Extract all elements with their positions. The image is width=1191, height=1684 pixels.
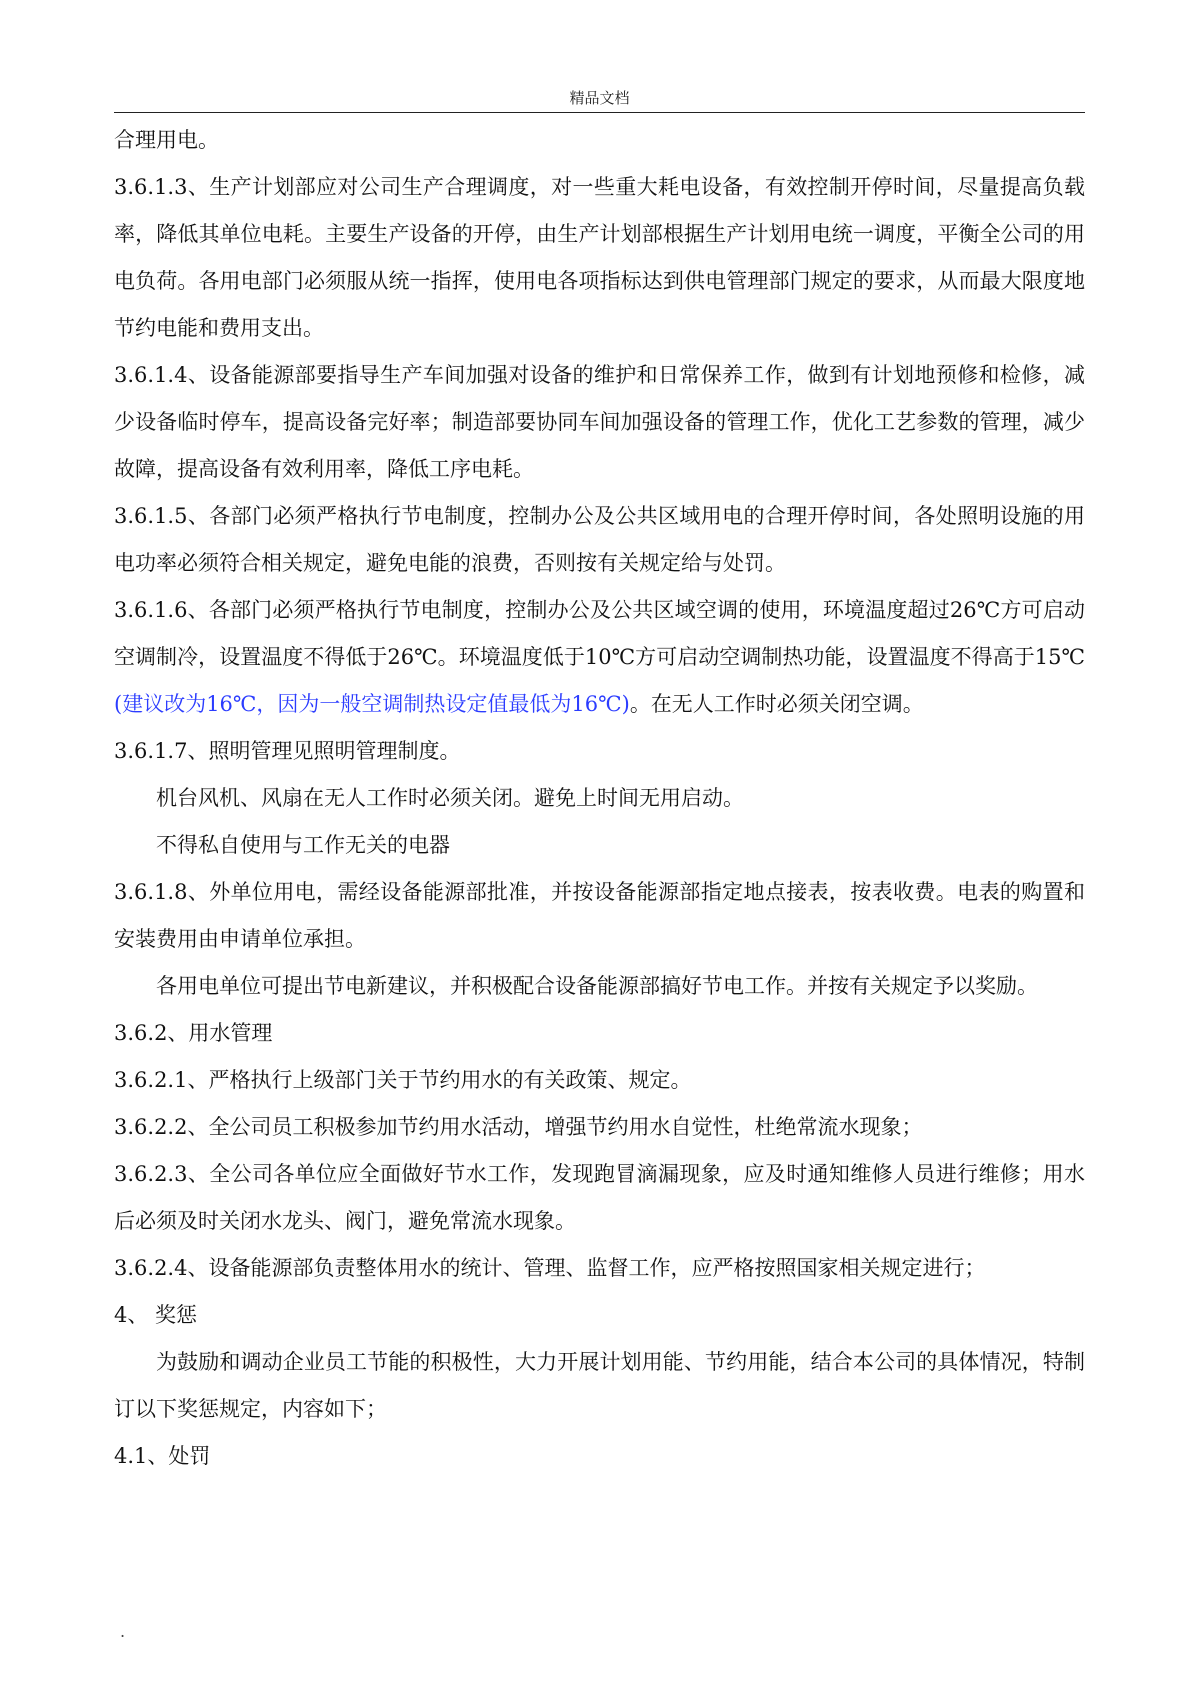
paragraph: 机台风机、风扇在无人工作时必须关闭。避免上时间无用启动。 bbox=[156, 786, 744, 810]
section-heading: 3.6.2、用水管理 bbox=[114, 1021, 273, 1045]
paragraph-text: 3.6.1.6、各部门必须严格执行节电制度，控制办公及公共区域空调的使用，环境温度超过26℃方可启动空调制冷，设置温度不得低于26℃。环境温度低于10℃方可启动空调制热功能，设置温度不得高于15℃ bbox=[114, 598, 1085, 669]
paragraph: 为鼓励和调动企业员工节能的积极性，大力开展计划用能、节约用能，结合本公司的具体情况，特制订以下奖惩规定，内容如下； bbox=[114, 1350, 1085, 1421]
paragraph: 不得私自使用与工作无关的电器 bbox=[156, 833, 450, 857]
suggestion-annotation: (建议改为16℃，因为一般空调制热设定值最低为16℃) bbox=[114, 692, 630, 716]
header-title: 精品文档 bbox=[569, 89, 630, 107]
paragraph: 3.6.1.4、设备能源部要指导生产车间加强对设备的维护和日常保养工作，做到有计划地预修和检修，减少设备临时停车，提高设备完好率；制造部要协同车间加强设备的管理工作，优化工艺参数的管理，减少故障，提高设备有效利用率，降低工序电耗。 bbox=[114, 363, 1085, 481]
paragraph: 3.6.2.1、严格执行上级部门关于节约用水的有关政策、规定。 bbox=[114, 1068, 692, 1092]
paragraph: 3.6.1.7、照明管理见照明管理制度。 bbox=[114, 739, 461, 763]
paragraph: 3.6.1.5、各部门必须严格执行节电制度，控制办公及公共区域用电的合理开停时间，各处照明设施的用电功率必须符合相关规定，避免电能的浪费，否则按有关规定给与处罚。 bbox=[114, 504, 1085, 575]
section-heading: 4.1、处罚 bbox=[114, 1444, 211, 1468]
document-body bbox=[114, 117, 1085, 1480]
paragraph: 3.6.2.4、设备能源部负责整体用水的统计、管理、监督工作，应严格按照国家相关规定进行； bbox=[114, 1256, 986, 1280]
page-header bbox=[114, 86, 1085, 113]
paragraph: 3.6.1.8、外单位用电，需经设备能源部批准，并按设备能源部指定地点接表，按表收费。电表的购置和安装费用由申请单位承担。 bbox=[114, 880, 1085, 951]
paragraph: 合理用电。 bbox=[114, 128, 219, 152]
paragraph: 3.6.2.2、全公司员工积极参加节约用水活动，增强节约用水自觉性，杜绝常流水现象； bbox=[114, 1115, 923, 1139]
paragraph-text: 。在无人工作时必须关闭空调。 bbox=[629, 692, 924, 716]
paragraph: 3.6.2.3、全公司各单位应全面做好节水工作，发现跑冒滴漏现象，应及时通知维修人员进行维修；用水后必须及时关闭水龙头、阀门，避免常流水现象。 bbox=[114, 1162, 1085, 1233]
section-heading: 4、 奖惩 bbox=[114, 1303, 198, 1327]
paragraph-air-conditioning bbox=[114, 587, 1085, 728]
paragraph: 各用电单位可提出节电新建议，并积极配合设备能源部搞好节电工作。并按有关规定予以奖励。 bbox=[156, 974, 1038, 998]
footer-mark: . bbox=[120, 1622, 126, 1641]
paragraph: 3.6.1.3、生产计划部应对公司生产合理调度，对一些重大耗电设备，有效控制开停时间，尽量提高负载率，降低其单位电耗。主要生产设备的开停，由生产计划部根据生产计划用电统一调度，平衡全公司的用电负荷。各用电部门必须服从统一指挥，使用电各项指标达到供电管理部门规定的要求，从而最大限度地节约电能和费用支出。 bbox=[114, 175, 1085, 340]
